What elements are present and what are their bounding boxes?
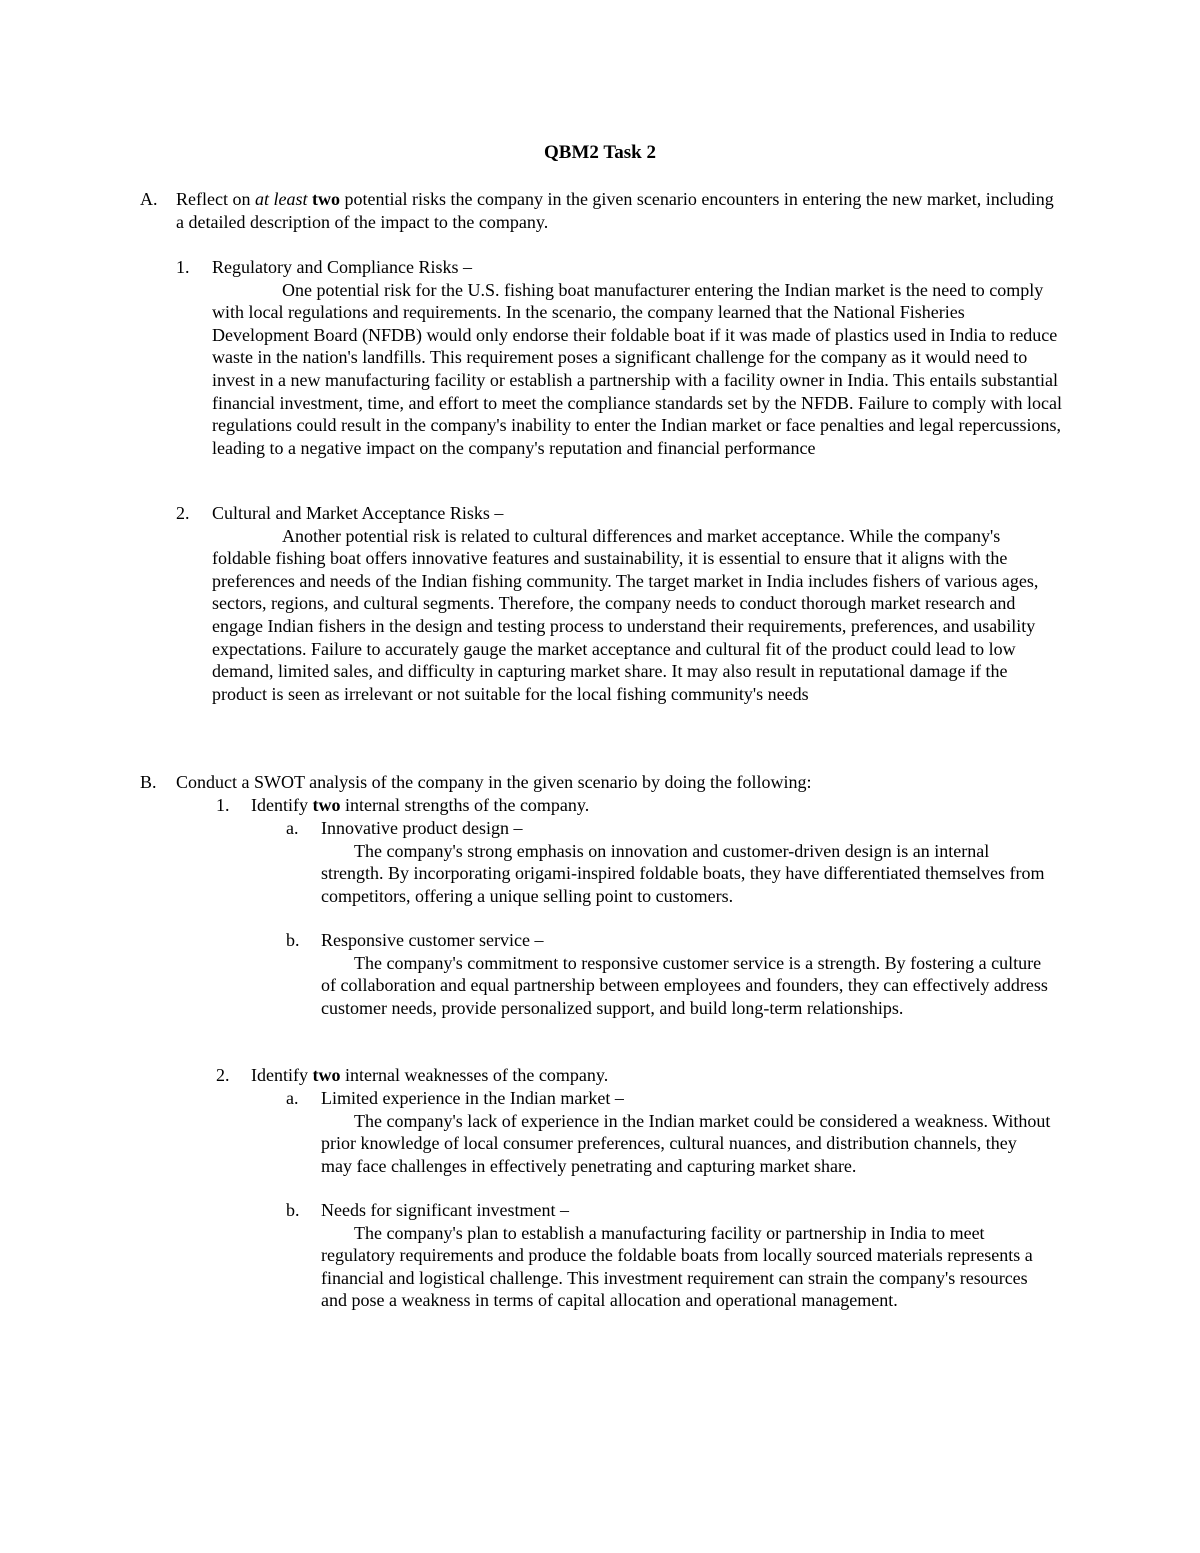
section-b-marker: B. xyxy=(140,772,157,792)
risk-2-text: Another potential risk is related to cultural differences and market acceptance. While the company's foldable fishing boat offers innovative features and sustainability, it is essential to ensure that it aligns with the preferences and needs of the Indian fishing community. The target market in India includes fishers of various ages, sectors, regions, and cultural segments. Therefore, the company needs to conduct thorough market research and engage Indian fishers in the design and testing process to understand their requirements, preferences, and usability expectations. Failure to accurately gauge the market acceptance and cultural fit of the product could lead to low demand, limited sales, and difficulty in capturing market share. It may also result in reputational damage if the product is seen as irrelevant or not suitable for the local fishing community's needs xyxy=(212,525,1039,704)
weakness-b-label: Needs for significant investment – xyxy=(321,1200,569,1220)
strengths-marker: 1. xyxy=(216,795,230,815)
weakness-b-marker: b. xyxy=(286,1200,300,1220)
risk-1-block xyxy=(212,256,1062,459)
strength-a-marker: a. xyxy=(286,818,299,838)
weaknesses-heading xyxy=(251,1064,1061,1087)
weakness-a-marker: a. xyxy=(286,1088,299,1108)
section-a-heading-text: Reflect on xyxy=(176,189,255,209)
weakness-b-block xyxy=(321,1199,1051,1312)
strength-a-label: Innovative product design – xyxy=(321,818,523,838)
strength-a-text: The company's strong emphasis on innovation and customer-driven design is an internal strength. By incorporating origami-inspired foldable boats, they have differentiated themselves from competitors, offering a unique selling point to customers. xyxy=(321,840,1045,906)
risk-1-marker: 1. xyxy=(176,257,190,277)
weaknesses-marker: 2. xyxy=(216,1065,230,1085)
strengths-heading xyxy=(251,794,1061,817)
section-a-heading-bold: two xyxy=(307,189,340,209)
strength-b-label: Responsive customer service – xyxy=(321,930,544,950)
risk-2-block xyxy=(212,502,1062,705)
weakness-a-text: The company's lack of experience in the Indian market could be considered a weakness. Without prior knowledge of local consumer preferences, cultural nuances, and distribution channels, they may face challenges in effectively penetrating and capturing market share. xyxy=(321,1110,1051,1176)
strength-b-text: The company's commitment to responsive customer service is a strength. By fostering a culture of collaboration and equal partnership between employees and founders, they can effectively address customer needs, provide personalized support, and build long-term relationships. xyxy=(321,952,1048,1018)
weaknesses-heading-bold: two xyxy=(312,1065,341,1085)
risk-2-label: Cultural and Market Acceptance Risks – xyxy=(212,503,504,523)
risk-1-text: One potential risk for the U.S. fishing boat manufacturer entering the Indian market is the need to comply with local regulations and requirements. In the scenario, the company learned that the National Fisheries Development Board (NFDB) would only endorse their foldable boat if it was made of plastics used in India to reduce waste in the nation's landfills. This requirement poses a significant challenge for the company as it would need to invest in a new manufacturing facility or establish a partnership with a facility owner in India. This entails substantial financial investment, time, and effort to meet the compliance standards set by the NFDB. Failure to comply with local regulations could result in the company's inability to enter the Indian market or face penalties and legal repercussions, leading to a negative impact on the company's reputation and financial performance xyxy=(212,279,1062,458)
section-b-heading: Conduct a SWOT analysis of the company in the given scenario by doing the following: xyxy=(176,772,812,792)
risk-2-marker: 2. xyxy=(176,503,190,523)
weakness-b-text: The company's plan to establish a manufacturing facility or partnership in India to meet regulatory requirements and produce the foldable boats from locally sourced materials represents a financial and logistical challenge. This investment requirement can strain the company's resources and pose a weakness in terms of capital allocation and operational management. xyxy=(321,1222,1033,1311)
weakness-a-block xyxy=(321,1087,1051,1177)
strengths-heading-bold: two xyxy=(312,795,341,815)
section-a-heading-text-rest: potential risks the company in the given scenario encounters in entering the new market, including a detailed description of the impact to the company. xyxy=(176,189,1054,232)
section-a-marker: A. xyxy=(140,189,158,209)
section-a-heading-emphasis: at least xyxy=(254,189,308,209)
weaknesses-heading-text-rest: internal weaknesses of the company. xyxy=(340,1065,609,1085)
strength-a-block xyxy=(321,817,1051,907)
document-title: QBM2 Task 2 xyxy=(544,142,656,163)
strength-b-block xyxy=(321,929,1051,1019)
strengths-heading-text: Identify xyxy=(251,795,313,815)
strengths-heading-text-rest: internal strengths of the company. xyxy=(340,795,590,815)
weakness-a-label: Limited experience in the Indian market – xyxy=(321,1088,624,1108)
section-a-heading xyxy=(176,188,1061,233)
weaknesses-heading-text: Identify xyxy=(251,1065,313,1085)
strength-b-marker: b. xyxy=(286,930,300,950)
risk-1-label: Regulatory and Compliance Risks – xyxy=(212,257,472,277)
